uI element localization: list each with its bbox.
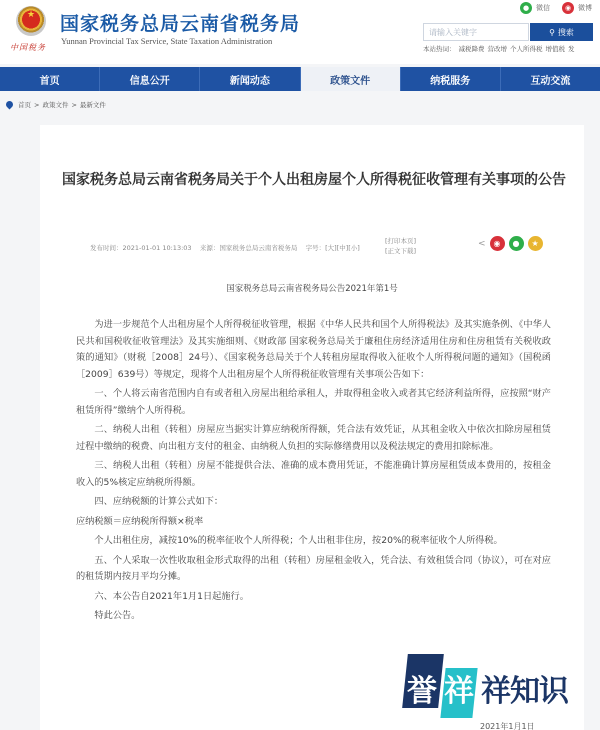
nav-item-policy-documents[interactable]: 政策文件 <box>301 67 401 91</box>
paragraph: 特此公告。 <box>94 610 141 621</box>
paragraph: 一、个人将云南省范围内自有或者租入房屋出租给承租人，并取得租金收入或者其它经济利益所得，应按照“财产租赁所得”缴纳个人所得税。 <box>76 388 551 416</box>
paragraph: 为进一步规范个人出租房屋个人所得税征收管理，根据《中华人民共和国个人所得税法》及其实施条例、《中华人民共和国税收征收管理法》及其实施细则、《财政部 国家税务总局关于廉租住房经济适用住房和住房租赁有关税收政策的通知》（财税［2008］24号）、《国家税务总局关于个人转租房屋取得收入征收个人所得税问题的通知》（国税函［2009］639号）等规定，现将个人出租房屋个人所得税征收管理有关事项公告如下： <box>76 319 551 380</box>
emblem-icon: ★ <box>16 4 46 38</box>
favorite-icon[interactable]: ★ <box>528 236 543 251</box>
sign-date: 2021年1月1日 <box>480 722 535 730</box>
paragraph: 三、纳税人出租（转租）房屋不能提供合法、准确的成本费用凭证，不能准确计算房屋租赁成本费用的，按租金收入的5%核定应纳税所得额。 <box>76 460 551 488</box>
paragraph: 五、个人采取一次性收取租金形式取得的出租（转租）房屋租金收入，凭合法、有效租赁合同（协议），可在对应的租赁期内按月平均分摊。 <box>76 554 551 582</box>
weibo-icon: ◉ <box>562 2 574 14</box>
weibo-label: 微博 <box>578 4 592 12</box>
formula: 应纳税额＝应纳税所得额×税率 <box>76 515 204 527</box>
nav-item-interaction[interactable]: 互动交流 <box>530 75 571 87</box>
paragraph: 四、应纳税额的计算公式如下： <box>94 496 224 507</box>
article-title: 国家税务总局云南省税务局关于个人出租房屋个人所得税征收管理有关事项的公告 <box>62 172 566 188</box>
breadcrumb <box>6 100 106 109</box>
article-panel <box>40 125 584 730</box>
fontsize-large[interactable]: [大] <box>325 244 337 252</box>
wechat-label: 微信 <box>536 4 550 12</box>
source-label: 来源： <box>199 244 220 252</box>
breadcrumb-policy[interactable]: 政策文件 <box>42 101 69 109</box>
wechat-icon[interactable]: ● <box>509 236 524 251</box>
paragraph: 六、本公告自2021年1月1日起施行。 <box>94 590 249 602</box>
share-bar <box>478 236 543 251</box>
nav-item-tax-services[interactable]: 纳税服务 <box>401 67 501 91</box>
nav-item-news[interactable]: 新闻动态 <box>200 67 300 91</box>
site-title: 国家税务总局云南省税务局 <box>60 13 301 35</box>
watermark-char-1: 誉 <box>407 674 437 709</box>
main-nav <box>0 67 600 91</box>
tax-emblem-logo[interactable] <box>8 4 54 58</box>
breadcrumb-latest[interactable]: 最新文件 <box>79 101 106 109</box>
hot-keyword[interactable]: 发 <box>568 45 575 53</box>
weibo-icon[interactable]: ◉ <box>490 236 505 251</box>
search-button[interactable] <box>530 23 593 41</box>
watermark-char-2: 祥 <box>444 674 474 709</box>
site-header <box>0 0 600 64</box>
article-body <box>76 317 551 628</box>
location-pin-icon <box>5 100 15 110</box>
publish-time: 2021-01-01 10:13:03 <box>122 244 192 252</box>
hot-keyword[interactable]: 增值税 <box>545 45 565 53</box>
hot-keyword[interactable]: 个人所得税 <box>510 45 543 53</box>
hot-keyword[interactable]: 减税降费 <box>458 45 485 53</box>
breadcrumb-home[interactable]: 首页 <box>18 101 31 109</box>
fontsize-label: 字号： <box>305 244 326 252</box>
nav-item-home[interactable]: 首页 <box>0 67 100 91</box>
document-number: 国家税务总局云南省税务局公告2021年第1号 <box>226 284 398 294</box>
fontsize-medium[interactable]: [中] <box>336 244 349 252</box>
site-subtitle: Yunnan Provincial Tax Service, State Taxation Administration <box>61 36 273 46</box>
share-icon: < <box>478 238 486 249</box>
paragraph: 二、纳税人出租（转租）房屋应当据实计算应纳税所得额，凭合法有效凭证，从其租金收入中依次扣除房屋租赁过程中缴纳的税费、向出租方支付的租金、由纳税人负担的实际修缮费用以及税法规定的费用扣除标准。 <box>76 424 551 452</box>
search-button-label: 搜索 <box>557 27 574 37</box>
fontsize-small[interactable]: [小] <box>348 244 360 252</box>
publish-label: 发布时间： <box>90 244 123 252</box>
watermark-logo <box>405 650 590 720</box>
weibo-link[interactable] <box>562 2 592 14</box>
logo-caption: 中国税务 <box>10 43 46 52</box>
article-meta <box>90 243 360 252</box>
wechat-icon: ● <box>520 2 532 14</box>
paragraph: 个人出租住房，减按10%的税率征收个人所得税；个人出租非住房，按20%的税率征收个人所得税。 <box>94 535 503 546</box>
breadcrumb-separator: > <box>34 100 40 109</box>
social-links <box>520 2 592 14</box>
hot-keywords <box>423 44 575 53</box>
article-tools <box>385 236 416 256</box>
nav-item-info-disclosure[interactable]: 信息公开 <box>100 67 200 91</box>
source: 国家税务总局云南省税务局 <box>219 244 298 252</box>
print-link[interactable]: [打印本页] <box>385 237 417 245</box>
breadcrumb-separator: > <box>71 100 77 109</box>
hot-keywords-label: 本站热词： <box>423 45 456 53</box>
hot-keyword[interactable]: 营改增 <box>487 45 507 53</box>
download-link[interactable]: [正文下载] <box>385 247 417 255</box>
search-input[interactable]: 请输入关键字 <box>423 23 529 41</box>
wechat-link[interactable] <box>520 2 550 14</box>
search-icon: ⚲ <box>549 27 555 37</box>
watermark-text: 祥知识 <box>481 674 568 709</box>
